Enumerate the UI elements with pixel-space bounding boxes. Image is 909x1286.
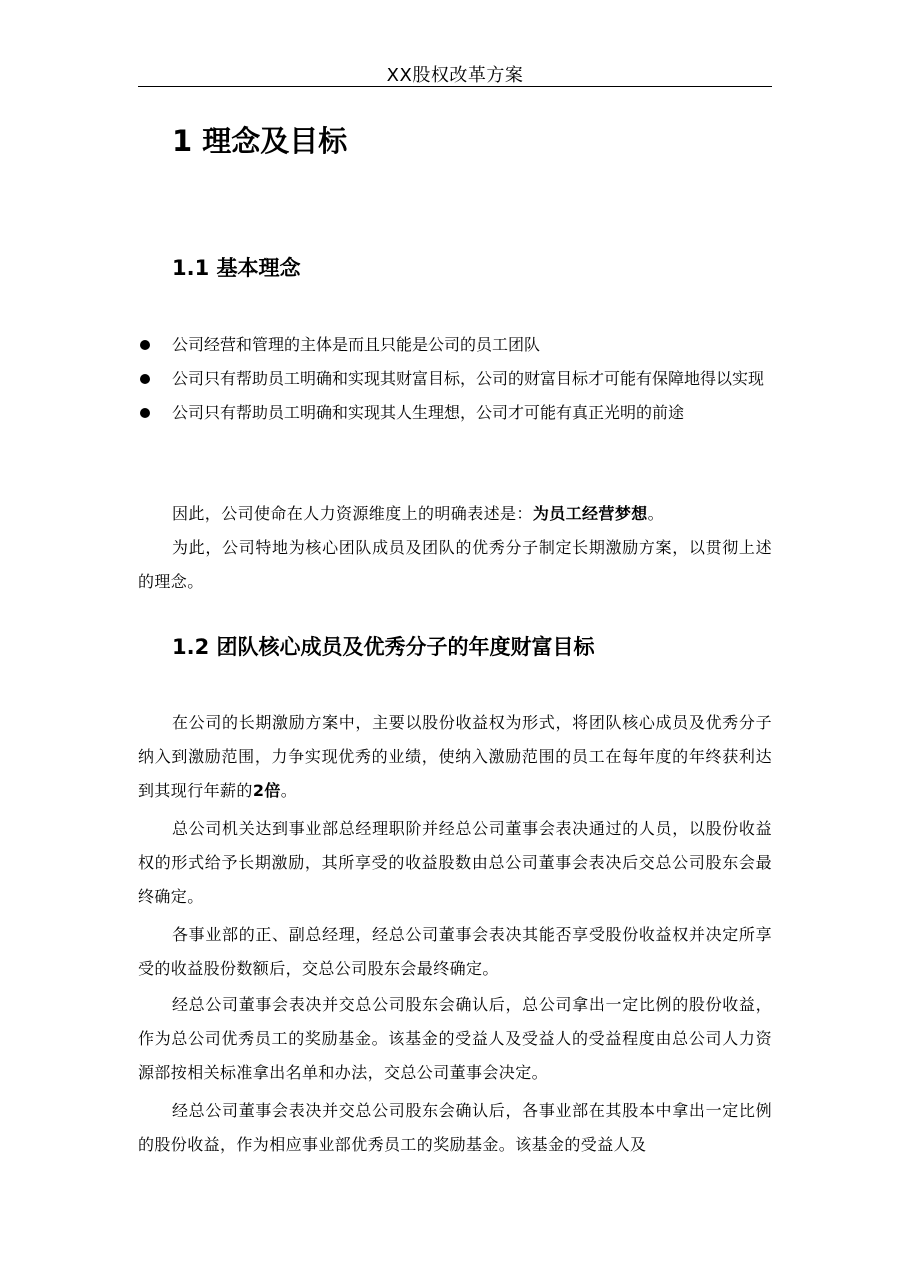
division-reward-fund-paragraph: 经总公司董事会表决并交总公司股东会确认后，各事业部在其股本中拿出一定比例的股份收益，作为相应事业部优秀员工的奖励基金。该基金的受益人及 bbox=[138, 1101, 772, 1154]
list-item bbox=[138, 362, 778, 396]
list-item-text: 公司只有帮助员工明确和实现其财富目标，公司的财富目标才可能有保障地得以实现 bbox=[172, 369, 765, 388]
paragraph-end: 。 bbox=[647, 504, 665, 523]
bullet-dot-icon bbox=[140, 340, 150, 350]
principles-list bbox=[138, 328, 778, 430]
section-1-heading: 1 理念及目标 bbox=[172, 124, 348, 158]
list-item bbox=[138, 328, 778, 362]
header-rule bbox=[138, 86, 772, 87]
section-1-1-heading: 1.1 基本理念 bbox=[172, 256, 301, 280]
paragraph-end: 。 bbox=[280, 781, 298, 800]
purpose-paragraph: 为此，公司特地为核心团队成员及团队的优秀分子制定长期激励方案，以贯彻上述的理念。 bbox=[138, 538, 772, 591]
list-item-text: 公司只有帮助员工明确和实现其人生理想，公司才可能有真正光明的前途 bbox=[172, 403, 685, 422]
section-1-2-heading: 1.2 团队核心成员及优秀分子的年度财富目标 bbox=[172, 635, 595, 659]
hq-incentive-paragraph: 总公司机关达到事业部总经理职阶并经总公司董事会表决通过的人员，以股份收益权的形式给予长期激励，其所享受的收益股数由总公司董事会表决后交总公司股东会最终确定。 bbox=[138, 819, 772, 906]
bullet-dot-icon bbox=[140, 374, 150, 384]
hq-reward-fund-paragraph: 经总公司董事会表决并交总公司股东会确认后，总公司拿出一定比例的股份收益，作为总公司优秀员工的奖励基金。该基金的受益人及受益人的受益程度由总公司人力资源部按相关标准拿出名单和办法，交总公司董事会决定。 bbox=[138, 995, 772, 1082]
mission-emphasis: 为员工经营梦想 bbox=[532, 504, 648, 523]
mission-paragraph bbox=[138, 497, 772, 531]
page-header-title: XX股权改革方案 bbox=[386, 65, 524, 86]
paragraph-text: 因此，公司使命在人力资源维度上的明确表述是： bbox=[172, 504, 533, 523]
target-multiplier-emphasis: 2倍 bbox=[252, 781, 281, 800]
bullet-dot-icon bbox=[140, 408, 150, 418]
wealth-goal-paragraph bbox=[138, 706, 772, 808]
list-item bbox=[138, 396, 778, 430]
list-item-text: 公司经营和管理的主体是而且只能是公司的员工团队 bbox=[172, 335, 541, 354]
division-managers-paragraph: 各事业部的正、副总经理，经总公司董事会表决其能否享受股份收益权并决定所享受的收益股份数额后，交总公司股东会最终确定。 bbox=[138, 925, 772, 978]
paragraph-text: 在公司的长期激励方案中，主要以股份收益权为形式，将团队核心成员及优秀分子纳入到激励范围，力争实现优秀的业绩，使纳入激励范围的员工在每年度的年终获利达到其现行年薪的 bbox=[138, 713, 772, 800]
